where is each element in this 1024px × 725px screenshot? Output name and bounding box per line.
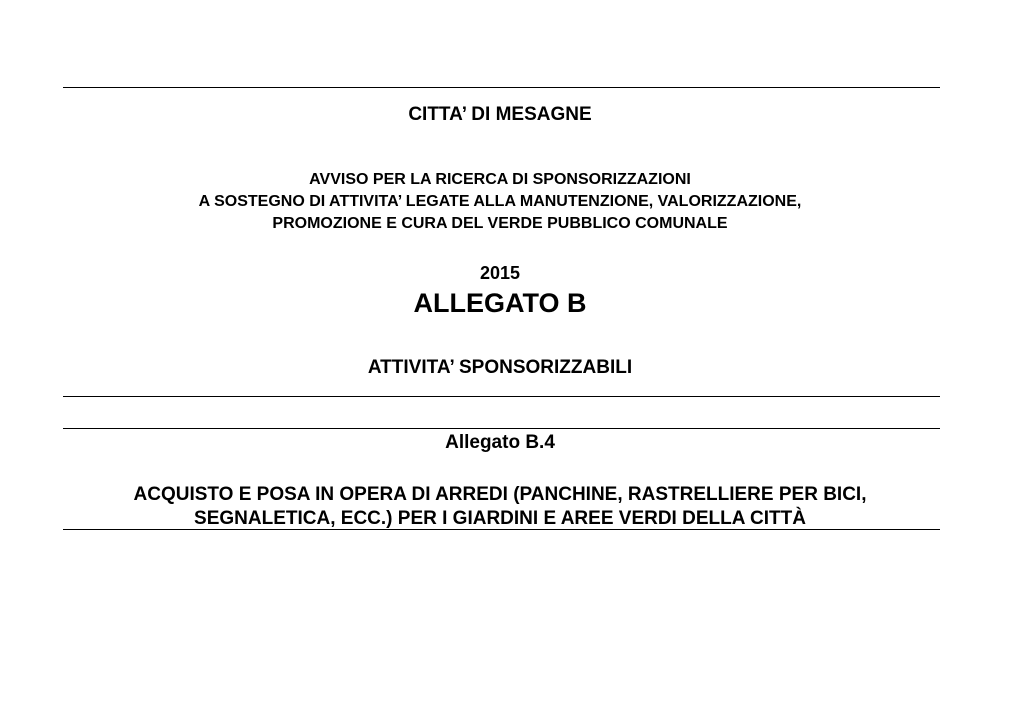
activity-line-1: ACQUISTO E POSA IN OPERA DI ARREDI (PANCHINE, RASTRELLIERE PER BICI, (133, 484, 867, 505)
notice-line-2: A SOSTEGNO DI ATTIVITA’ LEGATE ALLA MANUTENZIONE, VALORIZZAZIONE, (198, 193, 802, 210)
activity-line-2: SEGNALETICA, ECC.) PER I GIARDINI E AREE VERDI DELLA CITTÀ (194, 508, 806, 529)
notice-line-3: PROMOZIONE E CURA DEL VERDE PUBBLICO COMUNALE (272, 215, 728, 232)
sub-annex-heading: Allegato B.4 (445, 432, 555, 453)
top-divider (63, 87, 940, 88)
bottom-divider (63, 529, 940, 530)
notice-line-1: AVVISO PER LA RICERCA DI SPONSORIZZAZIONI (309, 171, 691, 188)
city-heading: CITTA’ DI MESAGNE (408, 104, 592, 125)
year: 2015 (479, 263, 521, 283)
section-divider-bottom (63, 428, 940, 429)
annex-title: ALLEGATO B (413, 288, 587, 318)
section-divider-top (63, 396, 940, 397)
section-title: ATTIVITA’ SPONSORIZZABILI (367, 357, 633, 378)
